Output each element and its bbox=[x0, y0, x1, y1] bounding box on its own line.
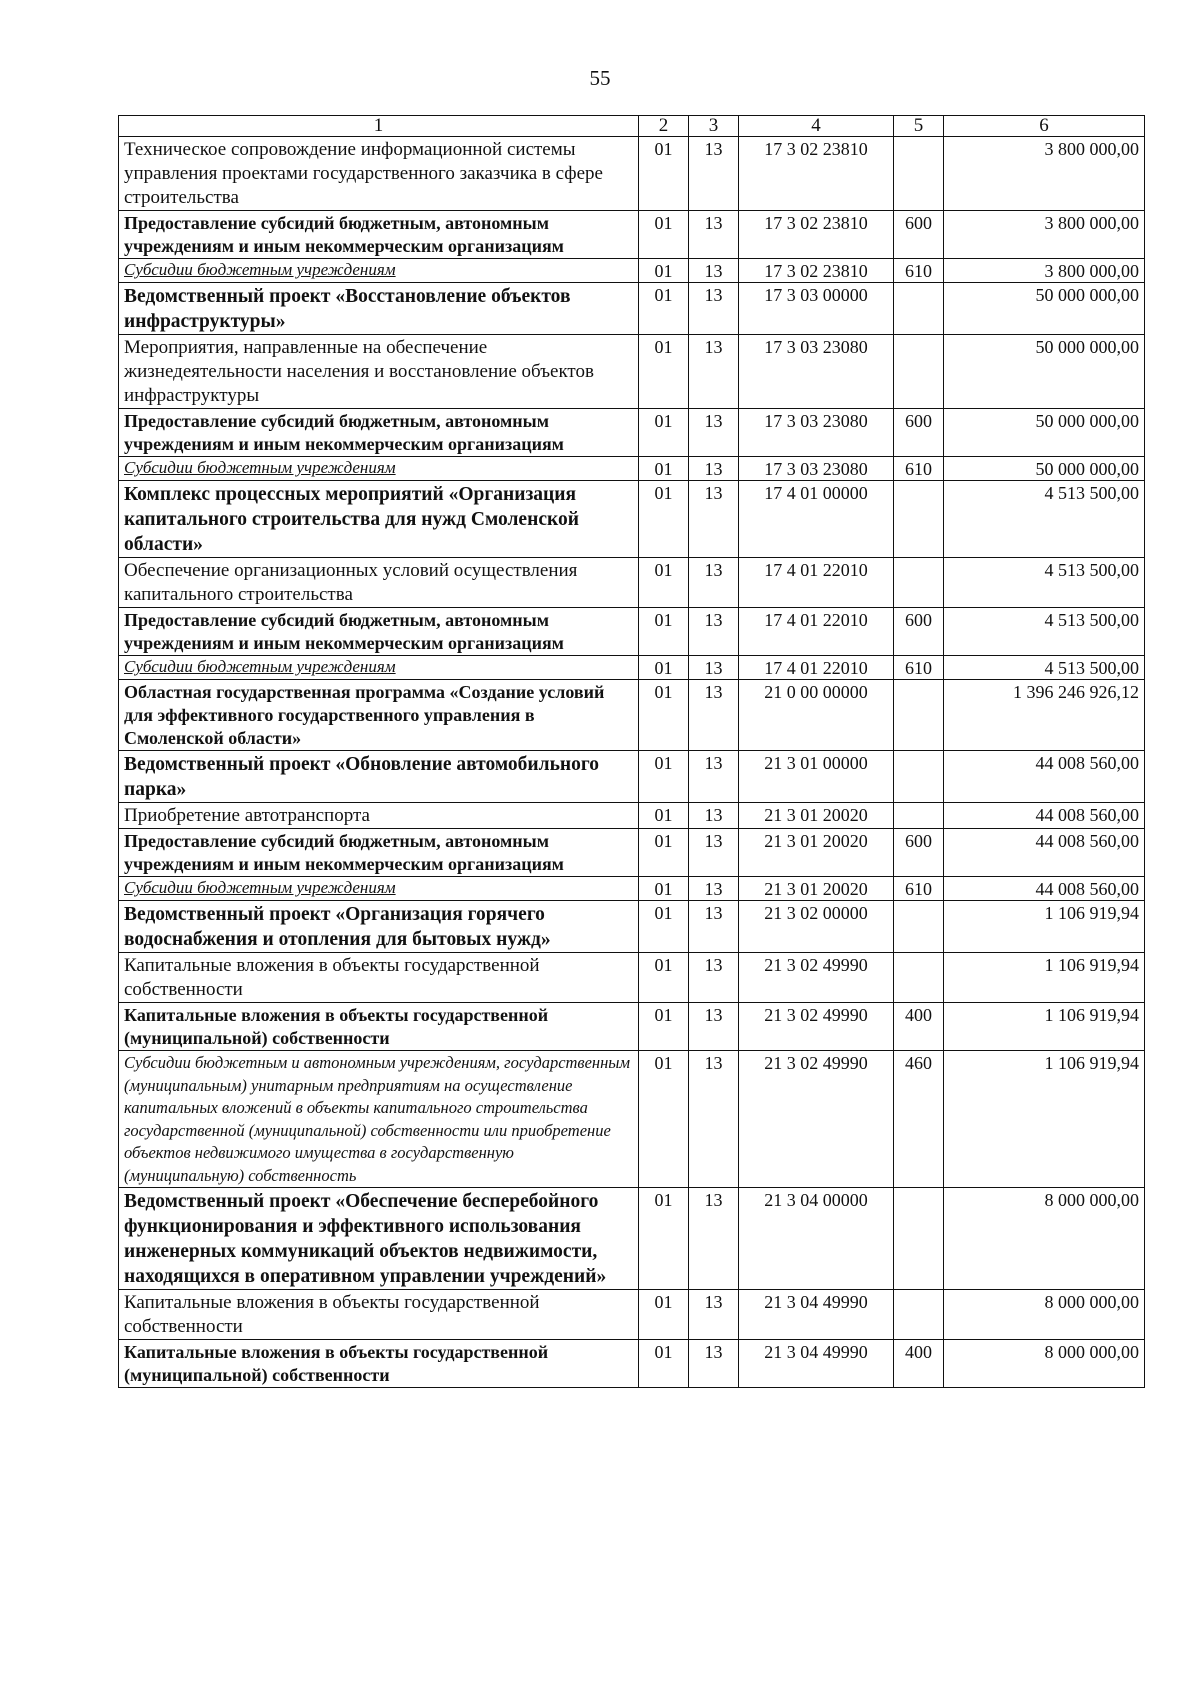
row-amount: 1 396 246 926,12 bbox=[944, 680, 1145, 751]
row-subsection-code: 13 bbox=[689, 829, 739, 877]
row-subsection-code: 13 bbox=[689, 558, 739, 608]
row-target-article-code: 17 3 03 00000 bbox=[739, 283, 894, 335]
row-amount: 1 106 919,94 bbox=[944, 953, 1145, 1003]
row-name: Капитальные вложения в объекты государственной (муниципальной) собственности bbox=[119, 1340, 639, 1388]
row-target-article-code: 17 4 01 00000 bbox=[739, 481, 894, 558]
row-expense-type-code: 460 bbox=[894, 1051, 944, 1188]
row-subsection-code: 13 bbox=[689, 1051, 739, 1188]
header-col-6: 6 bbox=[944, 116, 1145, 137]
row-subsection-code: 13 bbox=[689, 481, 739, 558]
row-amount: 4 513 500,00 bbox=[944, 656, 1145, 680]
row-name: Капитальные вложения в объекты государственной (муниципальной) собственности bbox=[119, 1003, 639, 1051]
row-expense-type-code: 610 bbox=[894, 656, 944, 680]
row-name: Капитальные вложения в объекты государственной собственности bbox=[119, 953, 639, 1003]
row-amount: 3 800 000,00 bbox=[944, 259, 1145, 283]
row-expense-type-code bbox=[894, 335, 944, 409]
row-name: Ведомственный проект «Восстановление объектов инфраструктуры» bbox=[119, 283, 639, 335]
row-target-article-code: 21 3 01 20020 bbox=[739, 829, 894, 877]
row-amount: 50 000 000,00 bbox=[944, 283, 1145, 335]
row-expense-type-code bbox=[894, 1188, 944, 1290]
table-row bbox=[119, 457, 1145, 481]
row-name: Субсидии бюджетным учреждениям bbox=[119, 457, 639, 481]
row-expense-type-code bbox=[894, 953, 944, 1003]
table-row bbox=[119, 829, 1145, 877]
row-section-code: 01 bbox=[639, 211, 689, 259]
row-name: Ведомственный проект «Организация горячего водоснабжения и отопления для бытовых нужд» bbox=[119, 901, 639, 953]
row-subsection-code: 13 bbox=[689, 283, 739, 335]
row-expense-type-code: 600 bbox=[894, 829, 944, 877]
table-row bbox=[119, 283, 1145, 335]
row-name: Техническое сопровождение информационной системы управления проектами государственного заказчика в сфере строительства bbox=[119, 137, 639, 211]
row-section-code: 01 bbox=[639, 259, 689, 283]
table-row bbox=[119, 481, 1145, 558]
row-amount: 1 106 919,94 bbox=[944, 901, 1145, 953]
row-amount: 44 008 560,00 bbox=[944, 803, 1145, 829]
row-expense-type-code: 600 bbox=[894, 211, 944, 259]
budget-table bbox=[118, 115, 1145, 1388]
row-expense-type-code bbox=[894, 1290, 944, 1340]
row-section-code: 01 bbox=[639, 1290, 689, 1340]
row-amount: 8 000 000,00 bbox=[944, 1340, 1145, 1388]
row-subsection-code: 13 bbox=[689, 877, 739, 901]
row-name: Обеспечение организационных условий осуществления капитального строительства bbox=[119, 558, 639, 608]
row-target-article-code: 21 3 04 00000 bbox=[739, 1188, 894, 1290]
row-name: Субсидии бюджетным учреждениям bbox=[119, 656, 639, 680]
row-amount: 4 513 500,00 bbox=[944, 608, 1145, 656]
row-target-article-code: 21 3 01 20020 bbox=[739, 877, 894, 901]
row-name: Областная государственная программа «Создание условий для эффективного государственного управления в Смоленской области» bbox=[119, 680, 639, 751]
row-target-article-code: 21 3 02 00000 bbox=[739, 901, 894, 953]
row-name: Предоставление субсидий бюджетным, автономным учреждениям и иным некоммерческим организациям bbox=[119, 608, 639, 656]
row-subsection-code: 13 bbox=[689, 680, 739, 751]
row-subsection-code: 13 bbox=[689, 1290, 739, 1340]
table-body bbox=[119, 137, 1145, 1388]
table-row bbox=[119, 608, 1145, 656]
row-name: Ведомственный проект «Обновление автомобильного парка» bbox=[119, 751, 639, 803]
row-subsection-code: 13 bbox=[689, 751, 739, 803]
row-subsection-code: 13 bbox=[689, 409, 739, 457]
row-expense-type-code: 400 bbox=[894, 1003, 944, 1051]
table-row bbox=[119, 409, 1145, 457]
row-amount: 44 008 560,00 bbox=[944, 829, 1145, 877]
row-target-article-code: 21 3 02 49990 bbox=[739, 1051, 894, 1188]
row-expense-type-code bbox=[894, 680, 944, 751]
header-col-5: 5 bbox=[894, 116, 944, 137]
row-section-code: 01 bbox=[639, 1051, 689, 1188]
row-expense-type-code: 400 bbox=[894, 1340, 944, 1388]
row-subsection-code: 13 bbox=[689, 211, 739, 259]
row-section-code: 01 bbox=[639, 335, 689, 409]
row-subsection-code: 13 bbox=[689, 803, 739, 829]
row-expense-type-code bbox=[894, 901, 944, 953]
row-subsection-code: 13 bbox=[689, 335, 739, 409]
row-section-code: 01 bbox=[639, 829, 689, 877]
row-name: Мероприятия, направленные на обеспечение жизнедеятельности населения и восстановление объектов инфраструктуры bbox=[119, 335, 639, 409]
table-row bbox=[119, 877, 1145, 901]
row-subsection-code: 13 bbox=[689, 1188, 739, 1290]
row-target-article-code: 17 3 03 23080 bbox=[739, 457, 894, 481]
header-col-3: 3 bbox=[689, 116, 739, 137]
row-name: Ведомственный проект «Обеспечение бесперебойного функционирования и эффективного использования инженерных коммуникаций объектов недвижимости, находящихся в оперативном управлении учреждений» bbox=[119, 1188, 639, 1290]
row-name: Приобретение автотранспорта bbox=[119, 803, 639, 829]
table-row bbox=[119, 953, 1145, 1003]
row-target-article-code: 21 3 01 20020 bbox=[739, 803, 894, 829]
table-row bbox=[119, 259, 1145, 283]
row-amount: 8 000 000,00 bbox=[944, 1188, 1145, 1290]
row-section-code: 01 bbox=[639, 1340, 689, 1388]
table-row bbox=[119, 558, 1145, 608]
row-subsection-code: 13 bbox=[689, 259, 739, 283]
row-expense-type-code bbox=[894, 558, 944, 608]
row-section-code: 01 bbox=[639, 481, 689, 558]
row-amount: 3 800 000,00 bbox=[944, 137, 1145, 211]
row-amount: 4 513 500,00 bbox=[944, 481, 1145, 558]
table-row bbox=[119, 1290, 1145, 1340]
row-name: Комплекс процессных мероприятий «Организация капитального строительства для нужд Смоленской области» bbox=[119, 481, 639, 558]
row-section-code: 01 bbox=[639, 608, 689, 656]
row-target-article-code: 21 3 04 49990 bbox=[739, 1290, 894, 1340]
row-name: Субсидии бюджетным и автономным учреждениям, государственным (муниципальным) унитарным предприятиям на осуществление капитальных вложений в объекты капитального строительства государственной (муниципальной) собственности или приобретение объектов недвижимого имущества в государственную (муниципальную) собственность bbox=[119, 1051, 639, 1188]
row-expense-type-code bbox=[894, 803, 944, 829]
row-target-article-code: 17 3 02 23810 bbox=[739, 211, 894, 259]
row-amount: 44 008 560,00 bbox=[944, 877, 1145, 901]
row-target-article-code: 17 3 03 23080 bbox=[739, 409, 894, 457]
row-subsection-code: 13 bbox=[689, 901, 739, 953]
row-name: Капитальные вложения в объекты государственной собственности bbox=[119, 1290, 639, 1340]
row-amount: 8 000 000,00 bbox=[944, 1290, 1145, 1340]
row-section-code: 01 bbox=[639, 1188, 689, 1290]
row-amount: 50 000 000,00 bbox=[944, 409, 1145, 457]
table-row bbox=[119, 751, 1145, 803]
row-subsection-code: 13 bbox=[689, 1003, 739, 1051]
table-row bbox=[119, 656, 1145, 680]
row-amount: 3 800 000,00 bbox=[944, 211, 1145, 259]
row-expense-type-code: 610 bbox=[894, 877, 944, 901]
row-section-code: 01 bbox=[639, 803, 689, 829]
row-section-code: 01 bbox=[639, 283, 689, 335]
row-section-code: 01 bbox=[639, 751, 689, 803]
header-col-4: 4 bbox=[739, 116, 894, 137]
table-row bbox=[119, 335, 1145, 409]
row-target-article-code: 17 4 01 22010 bbox=[739, 656, 894, 680]
row-amount: 4 513 500,00 bbox=[944, 558, 1145, 608]
table-row bbox=[119, 211, 1145, 259]
table-row bbox=[119, 137, 1145, 211]
row-section-code: 01 bbox=[639, 877, 689, 901]
row-target-article-code: 21 0 00 00000 bbox=[739, 680, 894, 751]
row-section-code: 01 bbox=[639, 1003, 689, 1051]
row-subsection-code: 13 bbox=[689, 608, 739, 656]
row-expense-type-code: 610 bbox=[894, 457, 944, 481]
row-name: Предоставление субсидий бюджетным, автономным учреждениям и иным некоммерческим организациям bbox=[119, 409, 639, 457]
header-row bbox=[119, 116, 1145, 137]
row-target-article-code: 17 3 03 23080 bbox=[739, 335, 894, 409]
row-amount: 1 106 919,94 bbox=[944, 1003, 1145, 1051]
row-target-article-code: 17 3 02 23810 bbox=[739, 137, 894, 211]
row-expense-type-code bbox=[894, 137, 944, 211]
header-col-1: 1 bbox=[119, 116, 639, 137]
row-subsection-code: 13 bbox=[689, 1340, 739, 1388]
row-section-code: 01 bbox=[639, 680, 689, 751]
table-row bbox=[119, 1188, 1145, 1290]
row-expense-type-code: 600 bbox=[894, 409, 944, 457]
row-target-article-code: 17 4 01 22010 bbox=[739, 608, 894, 656]
row-section-code: 01 bbox=[639, 656, 689, 680]
row-amount: 50 000 000,00 bbox=[944, 457, 1145, 481]
page-number: 55 bbox=[589, 66, 611, 90]
table-row bbox=[119, 680, 1145, 751]
row-expense-type-code: 610 bbox=[894, 259, 944, 283]
row-amount: 50 000 000,00 bbox=[944, 335, 1145, 409]
row-subsection-code: 13 bbox=[689, 656, 739, 680]
row-target-article-code: 21 3 02 49990 bbox=[739, 1003, 894, 1051]
row-section-code: 01 bbox=[639, 558, 689, 608]
row-subsection-code: 13 bbox=[689, 137, 739, 211]
row-expense-type-code bbox=[894, 481, 944, 558]
row-amount: 1 106 919,94 bbox=[944, 1051, 1145, 1188]
row-target-article-code: 17 3 02 23810 bbox=[739, 259, 894, 283]
row-section-code: 01 bbox=[639, 137, 689, 211]
row-name: Субсидии бюджетным учреждениям bbox=[119, 877, 639, 901]
row-expense-type-code bbox=[894, 751, 944, 803]
header-col-2: 2 bbox=[639, 116, 689, 137]
row-target-article-code: 21 3 04 49990 bbox=[739, 1340, 894, 1388]
row-target-article-code: 21 3 01 00000 bbox=[739, 751, 894, 803]
table-row bbox=[119, 1340, 1145, 1388]
row-section-code: 01 bbox=[639, 457, 689, 481]
row-target-article-code: 17 4 01 22010 bbox=[739, 558, 894, 608]
row-section-code: 01 bbox=[639, 901, 689, 953]
row-amount: 44 008 560,00 bbox=[944, 751, 1145, 803]
row-section-code: 01 bbox=[639, 953, 689, 1003]
row-subsection-code: 13 bbox=[689, 953, 739, 1003]
row-name: Субсидии бюджетным учреждениям bbox=[119, 259, 639, 283]
table-row bbox=[119, 1051, 1145, 1188]
table-row bbox=[119, 803, 1145, 829]
row-subsection-code: 13 bbox=[689, 457, 739, 481]
row-section-code: 01 bbox=[639, 409, 689, 457]
row-target-article-code: 21 3 02 49990 bbox=[739, 953, 894, 1003]
row-name: Предоставление субсидий бюджетным, автономным учреждениям и иным некоммерческим организациям bbox=[119, 829, 639, 877]
row-expense-type-code bbox=[894, 283, 944, 335]
row-name: Предоставление субсидий бюджетным, автономным учреждениям и иным некоммерческим организациям bbox=[119, 211, 639, 259]
table-row bbox=[119, 901, 1145, 953]
table-row bbox=[119, 1003, 1145, 1051]
row-expense-type-code: 600 bbox=[894, 608, 944, 656]
